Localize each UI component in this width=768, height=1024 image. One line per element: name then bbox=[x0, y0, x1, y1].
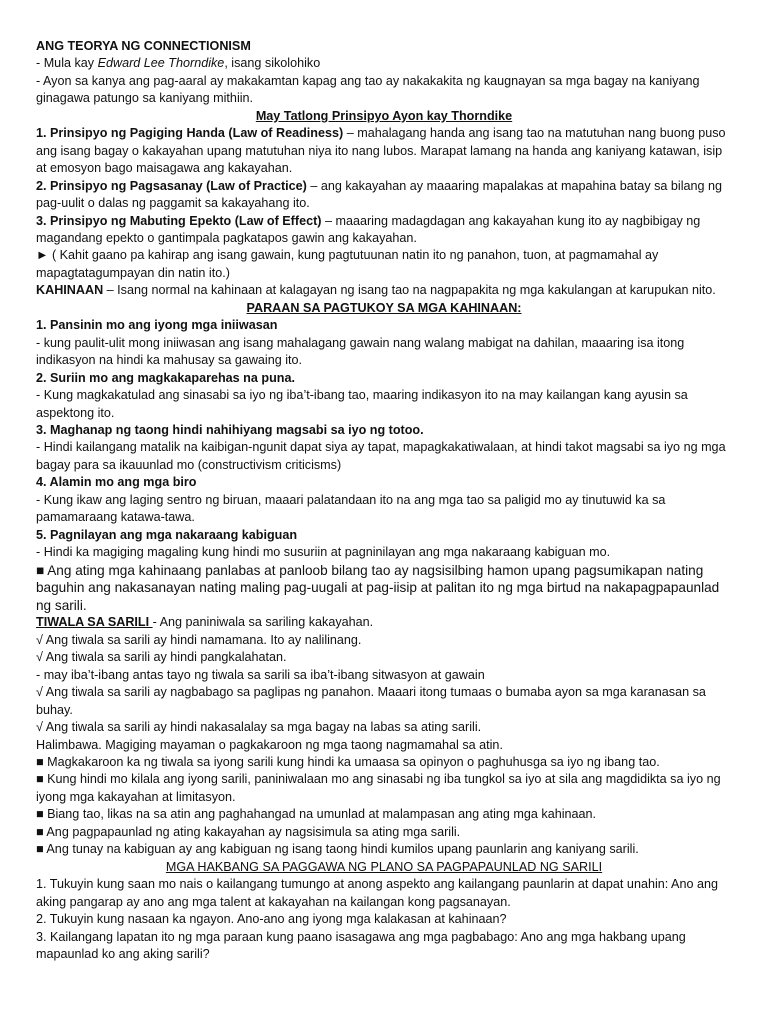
check-item-4: √ Ang tiwala sa sarili ay hindi nakasalalay sa mga bagay na labas sa ating sarili. bbox=[36, 720, 482, 735]
hakbang-heading: MGA HAKBANG SA PAGGAWA NG PLANO SA PAGPAPAUNLAD NG SARILI bbox=[165, 859, 603, 874]
tiwala-title: TIWALA SA SARILI bbox=[36, 615, 153, 630]
paraan-heading: PARAAN SA PAGTUKOY SA MGA KAHINAAN: bbox=[246, 300, 522, 315]
intro-paragraph: - Ayon sa kanya ang pag-aaral ay makakamtan kapag ang tao ay nakakakita ng kaugnayan sa mga bagay na kaniyang ginagawa patungo sa kaniyang mithiin. bbox=[36, 73, 700, 106]
tiwala-definition bbox=[36, 614, 732, 631]
author-name: Edward Lee Thorndike bbox=[97, 56, 225, 71]
principle-1 bbox=[36, 125, 732, 177]
step-1-title: 1. Pansinin mo ang iyong mga iniiwasan bbox=[36, 318, 278, 333]
step-4-title: 4. Alamin mo ang mga biro bbox=[36, 475, 197, 490]
check-item-2-sub: - may iba’t-ibang antas tayo ng tiwala sa sarili sa iba’t-ibang sitwasyon at gawain bbox=[36, 667, 485, 682]
check-item-2: √ Ang tiwala sa sarili ay hindi pangkalahatan. bbox=[36, 650, 287, 665]
kahinaan-text: – Isang normal na kahinaan at kalagayan ng isang tao na nagpapakita ng mga kakulangan at karupukan nito. bbox=[103, 283, 716, 298]
tiwala-text: - Ang paniniwala sa sariling kakayahan. bbox=[152, 615, 374, 630]
source-suffix: , isang sikolohiko bbox=[224, 56, 321, 71]
step-1-text: - kung paulit-ulit mong iniiwasan ang isang mahalagang gawain nang walang mabigat na dahilan, maaaring isa itong indikasyon na hindi ka mahusay sa gawaing ito. bbox=[36, 335, 685, 368]
hamon-paragraph: ■ Ang ating mga kahinaang panlabas at panloob bilang tao ay nagsisilbing hamon upang pagsumikapan nating baguhin ang nakasanayan nating maling pag-uugali at pag-iisip at palitan ito ng mga birtud na nakapagpapaunlad ng sarili. bbox=[36, 562, 720, 613]
principle-1-text: – mahalagang handa ang isang tao na matutuhan nang buong puso ang isang bagay o kakayahan upang matutuhan niya ito nang lubos. Marapat lamang na handa ang kaniyang katawan, isip at emosyon bago maisagawa ang kakayahan. bbox=[36, 126, 726, 176]
step-2-title: 2. Suriin mo ang magkakaparehas na puna. bbox=[36, 370, 295, 385]
hakbang-1: 1. Tukuyin kung saan mo nais o kailangang tumungo at anong aspekto ang kailangang paunlarin at dapat unahin: Ano ang aking pangarap ay ano ang mga talent at kakayahan na kailangan kong pagsanayan. bbox=[36, 877, 718, 909]
note-paragraph: ► ( Kahit gaano pa kahirap ang isang gawain, kung pagtutuunan natin ito ng panahon, tuon, at pagmamahal ay mapagtatagumpayan din natin ito.) bbox=[36, 248, 659, 280]
kahinaan-definition bbox=[36, 282, 732, 299]
principle-2 bbox=[36, 178, 732, 213]
step-3-text: - Hindi kailangang matalik na kaibigan-ngunit dapat siya ay tapat, mapagkakatiwalaan, at hindi takot magsabi sa iyo ng mga bagay para sa ikauunlad mo (constructivism criticisms) bbox=[36, 440, 726, 472]
hakbang-3: 3. Kailangang lapatan ito ng mga paraan kung paano isasagawa ang mga pagbabago: Ano ang mga hakbang upang mapaunlad ko ang aking sarili? bbox=[36, 929, 686, 961]
principle-2-text: – ang kakayahan ay maaaring mapalakas at mapahina batay sa bilang ng pag-uulit o dalas ng paggamit sa kakayahang ito. bbox=[36, 178, 723, 211]
step-5-text: - Hindi ka magiging magaling kung hindi mo susuriin at pagninilayan ang mga nakaraang kabiguan mo. bbox=[36, 545, 611, 560]
square-item-5: ■ Ang tunay na kabiguan ay ang kabiguan ng isang taong hindi kumilos upang paunlarin ang kaniyang sarili. bbox=[36, 842, 639, 857]
source-line bbox=[36, 55, 732, 72]
step-3-title: 3. Maghanap ng taong hindi nahihiyang magsabi sa iyo ng totoo. bbox=[36, 422, 424, 437]
principle-3 bbox=[36, 213, 732, 248]
step-4-text: - Kung ikaw ang laging sentro ng biruan, maaari palatandaan ito na ang mga tao sa paligid mo ay tinutuwid ka sa pamamaraang katawa-tawa. bbox=[36, 492, 666, 525]
square-item-2: ■ Kung hindi mo kilala ang iyong sarili, paniniwalaan mo ang sinasabi ng iba tungkol sa iyo at sila ang magdidikta sa iyo ng iyong mga kakayahan at limitasyon. bbox=[36, 772, 721, 804]
principle-3-title: 3. Prinsipyo ng Mabuting Epekto (Law of Effect) bbox=[36, 213, 322, 228]
square-item-1: ■ Magkakaroon ka ng tiwala sa iyong sarili kung hindi ka umaasa sa opinyon o paghuhusga sa iyo ng ibang tao. bbox=[36, 755, 660, 769]
step-5-title: 5. Pagnilayan ang mga nakaraang kabiguan bbox=[36, 527, 298, 542]
check-item-1: √ Ang tiwala sa sarili ay hindi namamana. Ito ay nalilinang. bbox=[36, 632, 362, 647]
principle-2-title: 2. Prinsipyo ng Pagsasanay (Law of Practice) bbox=[36, 178, 307, 193]
principle-1-title: 1. Prinsipyo ng Pagiging Handa (Law of Readiness) bbox=[36, 126, 344, 141]
check-item-3: √ Ang tiwala sa sarili ay nagbabago sa paglipas ng panahon. Maaari itong tumaas o bumaba ayon sa mga karanasan sa buhay. bbox=[36, 685, 706, 717]
square-item-3: ■ Biang tao, likas na sa atin ang paghahangad na umunlad at malampasan ang ating mga kahinaan. bbox=[36, 807, 597, 822]
square-item-4: ■ Ang pagpapaunlad ng ating kakayahan ay nagsisimula sa ating mga sarili. bbox=[36, 824, 461, 839]
hakbang-2: 2. Tukuyin kung nasaan ka ngayon. Ano-ano ang iyong mga kalakasan at kahinaan? bbox=[36, 912, 507, 927]
step-2-text: - Kung magkakatulad ang sinasabi sa iyo ng iba’t-ibang tao, maaring indikasyon ito na may kailangan kang ayusin sa aspektong ito. bbox=[36, 388, 688, 420]
kahinaan-title: KAHINAAN bbox=[36, 283, 104, 298]
principle-3-text: – maaaring madagdagan ang kakayahan kung ito ay nagbibigay ng magandang epekto o gantimpala pagkatapos gawin ang kakayahan. bbox=[36, 213, 701, 245]
halimbawa-line: Halimbawa. Magiging mayaman o pagkakaroon ng mga taong nagmamahal sa atin. bbox=[36, 737, 503, 752]
source-prefix: - Mula kay bbox=[36, 56, 98, 71]
principles-heading: May Tatlong Prinsipyo Ayon kay Thorndike bbox=[255, 108, 513, 123]
document-title: ANG TEORYA NG CONNECTIONISM bbox=[36, 39, 251, 53]
